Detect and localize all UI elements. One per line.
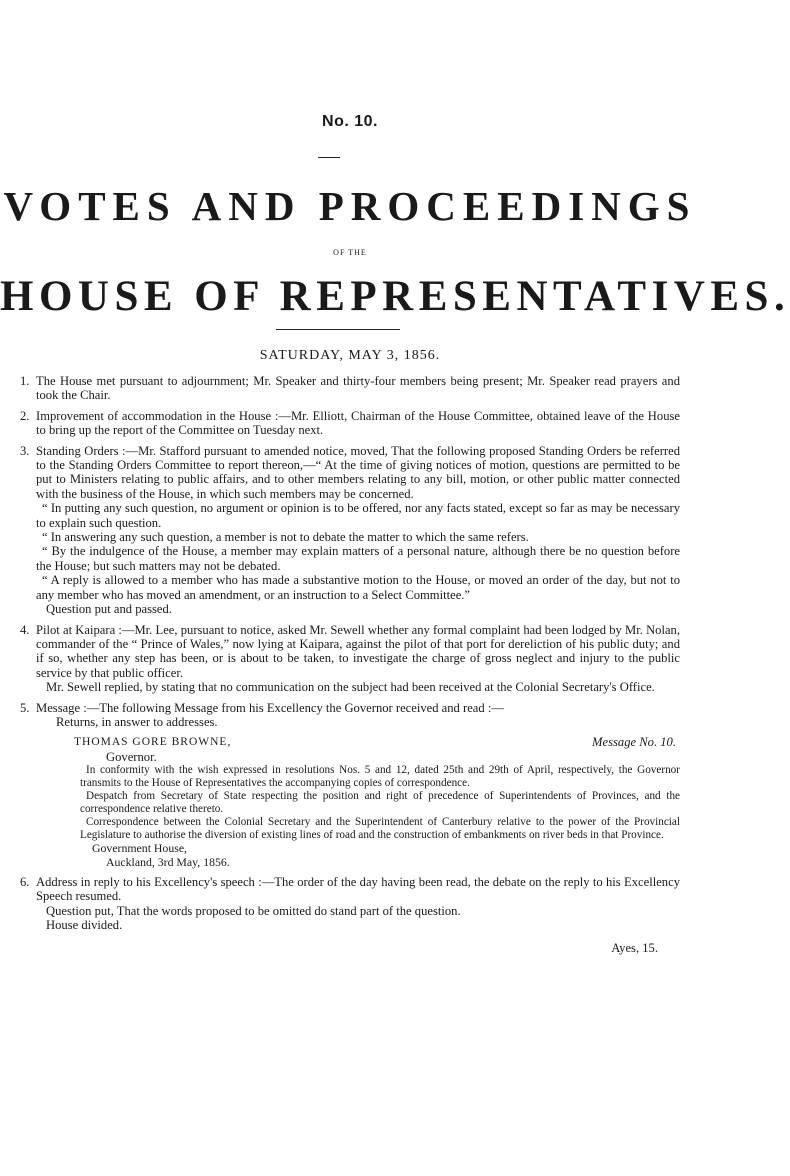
- message-paragraph: Correspondence between the Colonial Secretary and the Superintendent of Canterbury relative to the power of the Provincial Legislature to authorise the diversion of existing lines of road and the construction of embankments on river beds in that Province.: [80, 816, 680, 842]
- item-text: Standing Orders :—Mr. Stafford pursuant to amended notice, moved, That the following proposed Standing Orders be referred to the Standing Orders Committee to report thereon,—“ At the time of giving notices of motion, questions are permitted to be put to Ministers relating to public affairs, and to other members relating to any bill, motion, or other public matter connected with the business of the House, in which such members may be concerned.: [36, 443, 680, 501]
- item-number: 4.: [20, 622, 30, 637]
- short-divider: [318, 157, 340, 158]
- message-paragraph: In conformity with the wish expressed in resolutions Nos. 5 and 12, dated 25th and 29th of April, respectively, the Governor transmits to the House of Representatives the accompanying copies of correspondence.: [80, 764, 680, 790]
- message-returns: Returns, in answer to addresses.: [56, 714, 218, 729]
- message-header: [56, 735, 680, 749]
- proceeding-item-5: [20, 701, 680, 869]
- ayes-count: Ayes, 15.: [611, 940, 658, 955]
- message-place-date: Auckland, 3rd May, 1856.: [106, 854, 230, 869]
- sitting-date: SATURDAY, MAY 3, 1856.: [259, 348, 441, 363]
- message-paragraph: Despatch from Secretary of State respecting the position and right of precedence of Superintendents of Provinces, and the correspondence relative thereto.: [80, 790, 680, 816]
- proceedings-body: [20, 374, 680, 961]
- item-number: 6.: [20, 874, 30, 889]
- governor-message: [56, 715, 680, 869]
- item-number: 1.: [20, 374, 30, 388]
- item-paragraph: “ By the indulgence of the House, a member may explain matters of a personal nature, although there be no question before the House; but such matters may not be debated.: [36, 544, 680, 573]
- title-of-the: OF THE: [333, 248, 367, 257]
- proceeding-item-2: [20, 409, 680, 438]
- proceeding-item-6: [20, 875, 680, 955]
- item-number: 2.: [20, 408, 30, 423]
- item-paragraph: Mr. Sewell replied, by stating that no communication on the subject had been received at the Colonial Secretary's Office.: [46, 680, 655, 695]
- message-signature: THOMAS GORE BROWNE,: [74, 736, 232, 749]
- message-number: Message No. 10.: [592, 735, 676, 750]
- item-number: 5.: [20, 700, 30, 715]
- item-text: Pilot at Kaipara :—Mr. Lee, pursuant to notice, asked Mr. Sewell whether any formal complaint had been lodged by Mr. Nolan, commander of the “ Prince of Wales,” now lying at Kaipara, against the pilot of that port for dereliction of his public duty; and if so, whether any step has been, or is about to be taken, to investigate the charge of gross neglect and injury to the public service by that public officer.: [36, 622, 680, 680]
- proceeding-item-1: [20, 374, 680, 403]
- message-governor-title: Governor.: [106, 749, 157, 764]
- title-divider: [276, 329, 400, 330]
- message-body: [56, 764, 680, 842]
- item-text: Address in reply to his Excellency's speech :—The order of the day having been read, the debate on the reply to his Excellency Speech resumed.: [36, 874, 680, 904]
- item-paragraph: “ In answering any such question, a member is not to debate the matter to which the same refers.: [42, 530, 529, 545]
- issue-number: No. 10.: [322, 113, 378, 130]
- message-place: Government House,: [92, 841, 188, 856]
- item-question: Question put, That the words proposed to be omitted do stand part of the question.: [46, 903, 461, 918]
- item-text: The House met pursuant to adjournment; Mr. Speaker and thirty-four members being present; Mr. Speaker read prayers and took the Chair.: [36, 374, 680, 403]
- title-votes-and-proceedings: VOTES AND PROCEEDINGS: [3, 183, 697, 229]
- item-text: Message :—The following Message from his Excellency the Governor received and read :—: [36, 700, 504, 715]
- item-paragraph: Question put and passed.: [46, 602, 172, 617]
- item-paragraph: “ In putting any such question, no argument or opinion is to be offered, nor any facts stated, except so far as may be necessary to explain such question.: [36, 501, 680, 530]
- title-house-of-representatives: HOUSE OF REPRESENTATIVES.: [0, 273, 790, 320]
- item-text: Improvement of accommodation in the House :—Mr. Elliott, Chairman of the House Committee, obtained leave of the House to bring up the report of the Committee on Tuesday next.: [36, 408, 680, 438]
- item-paragraph: “ A reply is allowed to a member who has made a substantive motion to the House, or moved an order of the day, but not to any member who has moved an amendment, or an instruction to a Select Committee.”: [36, 573, 680, 602]
- proceeding-item-3: [20, 444, 680, 617]
- proceeding-item-4: [20, 623, 680, 695]
- item-division: House divided.: [46, 918, 123, 933]
- item-number: 3.: [20, 443, 30, 458]
